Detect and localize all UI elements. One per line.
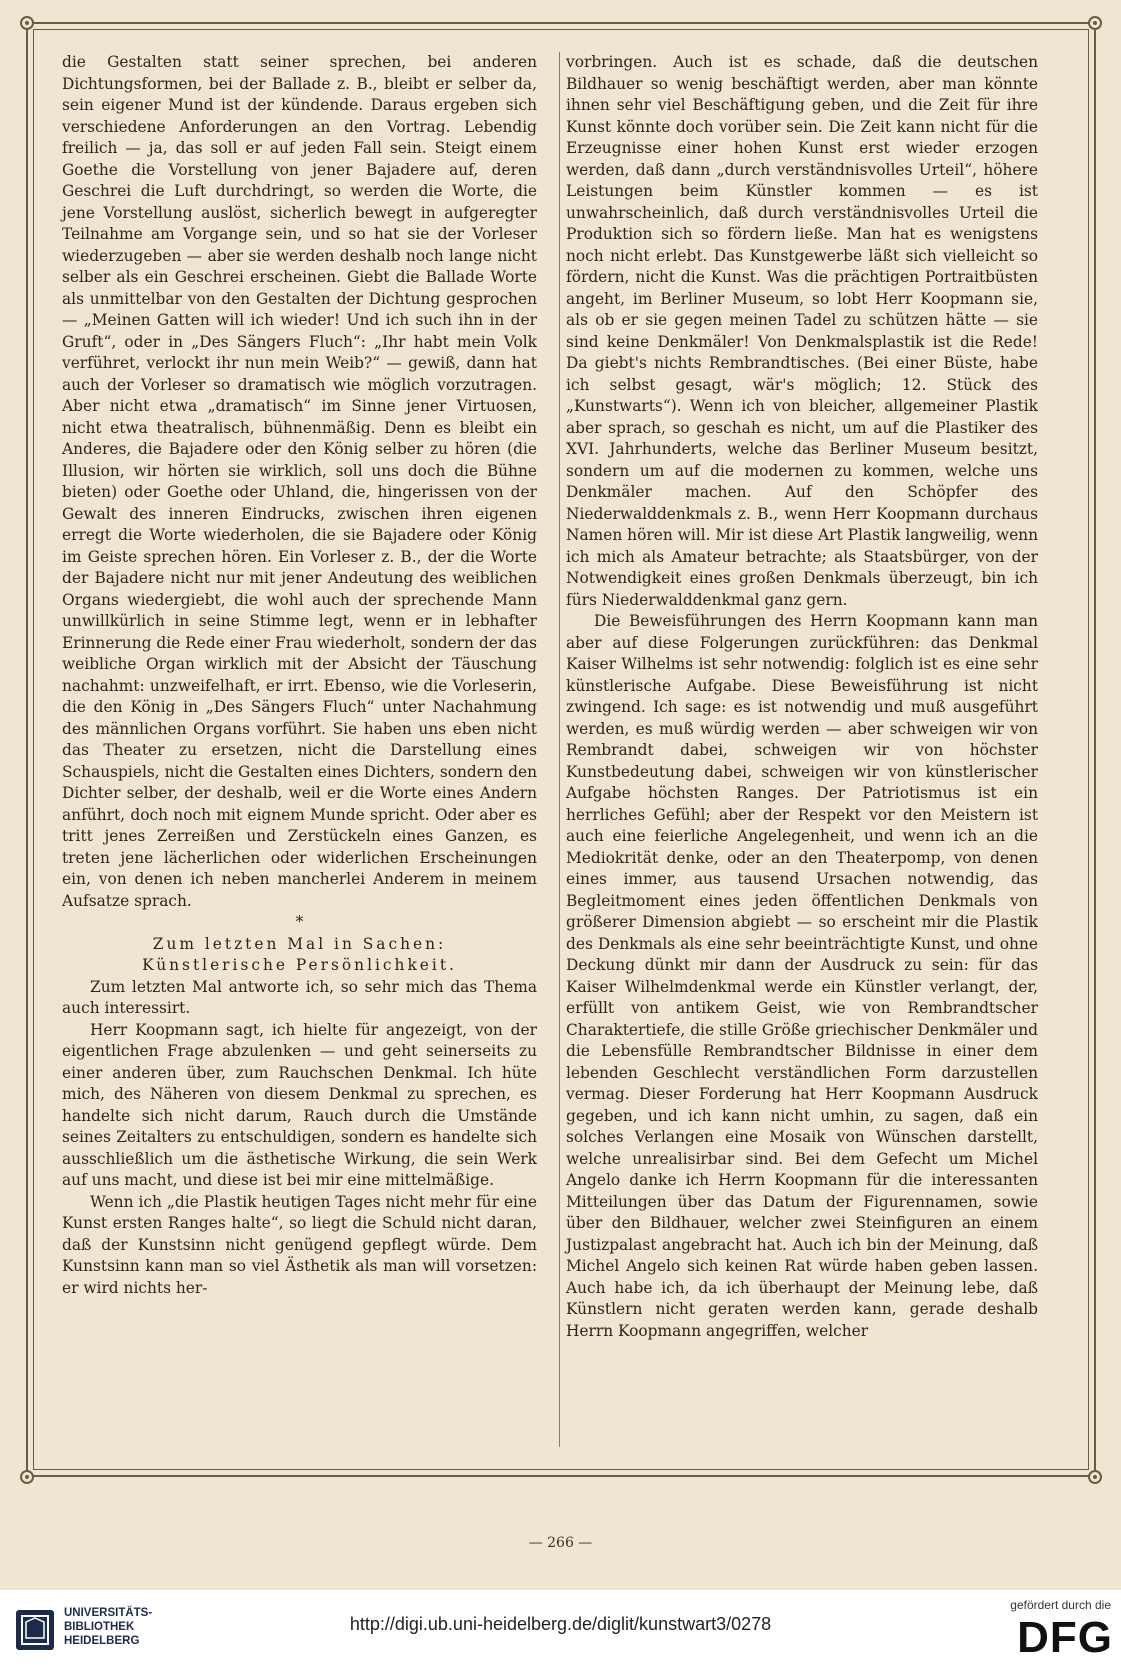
corner-ornament-icon (1088, 16, 1102, 30)
left-column (62, 52, 537, 1299)
library-line: HEIDELBERG (64, 1635, 140, 1647)
section-separator: * (295, 913, 304, 931)
paragraph: Zum letzten Mal antworte ich, so sehr mich das Thema auch interessirt. (62, 977, 537, 1017)
section-heading: Zum letzten Mal in Sachen: (152, 934, 447, 953)
funded-by-label: gefördert durch die (1010, 1598, 1111, 1612)
corner-ornament-icon (20, 16, 34, 30)
paragraph: Wenn ich „die Plastik heutigen Tages nicht mehr für eine Kunst ersten Ranges halte“, so liegt die Schuld nicht daran, daß der Kunstsinn nicht genügend gepflegt würde. Dem Kunstsinn kann man so viel Ästhetik als man will vorsetzen: er wird nichts her- (62, 1192, 537, 1297)
page-number: — 266 — (528, 1535, 593, 1551)
permalink-url[interactable]: http://digi.ub.uni-heidelberg.de/diglit/kunstwart3/0278 (349, 1614, 772, 1634)
paragraph: die Gestalten statt seiner sprechen, bei anderen Dichtungsformen, bei der Ballade z. B., bleibt er selber da, sein eigener Mund ist der kündende. Daraus ergeben sich verschiedene Anforderungen an den Vortrag. Lebendig freilich — ja, das soll er auf jeden Fall sein. Steigt einem Goethe die Vorstellung von jener Bajadere auf, deren Geschrei die Luft durchdringt, so werden die Worte, die jene Vorstellung auslöst, sicherlich bewegt in aufgeregter Teilnahme am Vorgange sein, und so hat sie der Vorleser wiederzugeben — aber sie werden deshalb noch lange nicht selber als ein Geschrei erscheinen. Giebt die Ballade Worte als unmittelbar von den Gestalten der Dichtung gesprochen — „Meinen Gatten will ich wieder! Und ich such ihn in der Gruft“, oder in „Des Sängers Fluch“: „Ihr habt mein Volk verführet, verlockt ihr nun mein Weib?“ — gewiß, dann hat auch der Vorleser so dramatisch wie möglich vorzutragen. Aber nicht etwa „dramatisch“ im Sinne jener Virtuosen, nicht etwa theatralisch, bühnenmäßig. Denn es bleibt ein Anderes, die Bajadere oder den König selber zu hören (die Illusion, wir hörten sie wirklich, soll uns doch die Bühne bieten) oder Goethe oder Uhland, die, hingerissen von der Gewalt des inneren Eindrucks, zwischen ihren eigenen erregt die Worte wiederholen, die sie Bajadere oder König im Geiste sprechen hören. Ein Vorleser z. B., der die Worte der Bajadere nicht nur mit jener Andeutung des weiblichen Organs wiedergiebt, die wohl auch der sprechende Mann unwillkürlich in seine Stimme legt, wenn er in lebhafter Erinnerung die Rede einer Frau wiederholt, sondern der das weibliche Organ wirklich mit der Absicht der Täuschung nachahmt: unzweifelhaft, er irrt. Ebenso, wie die Vorleserin, die den König in „Des Sängers Fluch“ unter Nachahmung des männlichen Organs vorführt. Sie haben uns eben nicht das Theater zu ersetzen, nicht die Darstellung eines Schauspiels, nicht die Gestalten eines Dichters, sondern den Dichter selber, der deshalb, weil er die Worte eines Andern anführt, doch noch mit eignem Munde spricht. Oder aber es tritt jenes Zerreißen und Zerstückeln eines Ganzen, es treten jene lächerlichen oder widerlichen Erscheinungen ein, von denen ich neben mancherlei Anderem in meinem Aufsatze sprach. (62, 53, 537, 910)
corner-ornament-icon (1088, 1470, 1102, 1484)
digitization-footer (0, 1590, 1121, 1670)
section-heading: Künstlerische Persönlichkeit. (142, 956, 457, 974)
library-line: BIBLIOTHEK (64, 1621, 135, 1633)
dfg-logo: DFG (1017, 1613, 1113, 1662)
paragraph: vorbringen. Auch ist es schade, daß die deutschen Bildhauer so wenig beschäftigt werden, aber man könnte ihnen sehr viel Beschäftigung geben, und die Zeit für ihre Kunst könnte doch vorüber sein. Die Zeit kann nicht für die Erzeugnisse einer hohen Kunst erst wieder erzogen werden, daß dann „durch verständnisvolles Urteil“, höhere Leistungen beim Künstler kommen — es ist unwahrscheinlich, daß durch verständnisvolles Urteil die Produktion sich so fördern ließe. Man hat es wenigstens noch nicht erlebt. Das Kunstgewerbe läßt sich vielleicht so fördern, nicht die Kunst. Was die prächtigen Portraitbüsten angeht, im Berliner Museum, so lobt Herr Koopmann sie, als ob er sie gegen meinen Tadel zu schützen hätte — sie sind keine Denkmäler! Von Denkmalsplastik ist die Rede! Da giebt's nichts Rembrandtisches. (Bei einer Büste, habe ich selbst gesagt, wär's möglich; 12. Stück des „Kunstwarts“). Wenn ich von bleicher, allgemeiner Plastik aber sprach, so geschah es nicht, um auf die Plastiker des XVI. Jahrhunderts, welche das Berliner Museum besitzt, sondern um auf die modernen zu kommen, welche uns Denkmäler machen. Auf den Schöpfer des Niederwalddenkmals z. B., wenn Herr Koopmann durchaus Namen hören will. Mir ist diese Art Plastik langweilig, wenn ich mich als Amateur betrachte; als Staatsbürger, von der Notwendigkeit eines großen Denkmals überzeugt, bin ich fürs Niederwalddenkmal ganz gern. (566, 53, 1038, 609)
paragraph: Die Beweisführungen des Herrn Koopmann kann man aber auf diese Folgerungen zurückführen: das Denkmal Kaiser Wilhelms ist sehr notwendig: folglich ist es eine sehr künstlerische Aufgabe. Diese Beweisführung ist nicht zwingend. Ich sage: es ist notwendig und muß ausgeführt werden, es muß würdig werden — aber schweigen wir von Rembrandt dabei, schweigen wir von höchster Kunstbedeutung dabei, schweigen wir von künstlerischer Aufgabe höchsten Ranges. Der Patriotismus ist ein herrliches Gefühl; aber der Respekt vor den Meistern ist auch eine feierliche Angelegenheit, und wenn ich an die Mediokrität denke, oder an den Theaterpomp, von denen eines immer, aus tausend Ursachen notwendig, das Begleitmoment eines jeden öffentlichen Denkmals von größerer Dimension abgiebt — so erscheint mir die Plastik des Denkmals als eine sehr beeinträchtigte Kunst, und ohne Deckung dünkt mir dann der Ausdruck zu sein: für das Kaiser Wilhelmdenkmal werde ein Künstler verlangt, der, erfüllt von antikem Geist, wie von Rembrandtscher Charaktertiefe, die stille Größe griechischer Denkmäler und die Lebensfülle Rembrandtscher Bildnisse in einer dem lebenden Geschlecht verständlichen Form darzustellen vermag. Dieser Forderung hat Herr Koopmann Ausdruck gegeben, und ich kann nicht umhin, zu sagen, daß ein solches Verlangen eine Mosaik von Wünschen darstellt, welche unrealisirbar sind. Bei dem Gefecht um Michel Angelo danke ich Herrn Koopmann für die interessanten Mitteilungen über das Datum der Figurennamen, sowie über den Bildhauer, welcher zwei Steinfiguren an einem Justizpalast angebracht hat. Auch ich bin der Meinung, daß Michel Angelo sich keinen Rat würde haben geben lassen. Auch habe ich, da ich überhaupt der Meinung lebe, daß Künstlern nicht geraten werden kann, gerade deshalb Herrn Koopmann angegriffen, welcher (566, 612, 1038, 1340)
corner-ornament-icon (20, 1470, 34, 1484)
paragraph: Herr Koopmann sagt, ich hielte für angezeigt, von der eigentlichen Frage abzulenken — und geht seinerseits zu einer anderen über, zum Rauchschen Denkmal. Ich hüte mich, des Näheren von diesem Denkmal zu sprechen, es handelte sich nicht darum, Rauch durch die Umstände seines Zeitalters zu entschuldigen, sondern es handelte sich ausschließlich um die ästhetische Wirkung, die sein Werk auf uns macht, und diese ist bei mir eine mittelmäßige. (62, 1020, 537, 1189)
library-line: UNIVERSITÄTS- (64, 1607, 153, 1619)
column-divider (559, 52, 560, 1447)
right-column (566, 52, 1038, 1342)
